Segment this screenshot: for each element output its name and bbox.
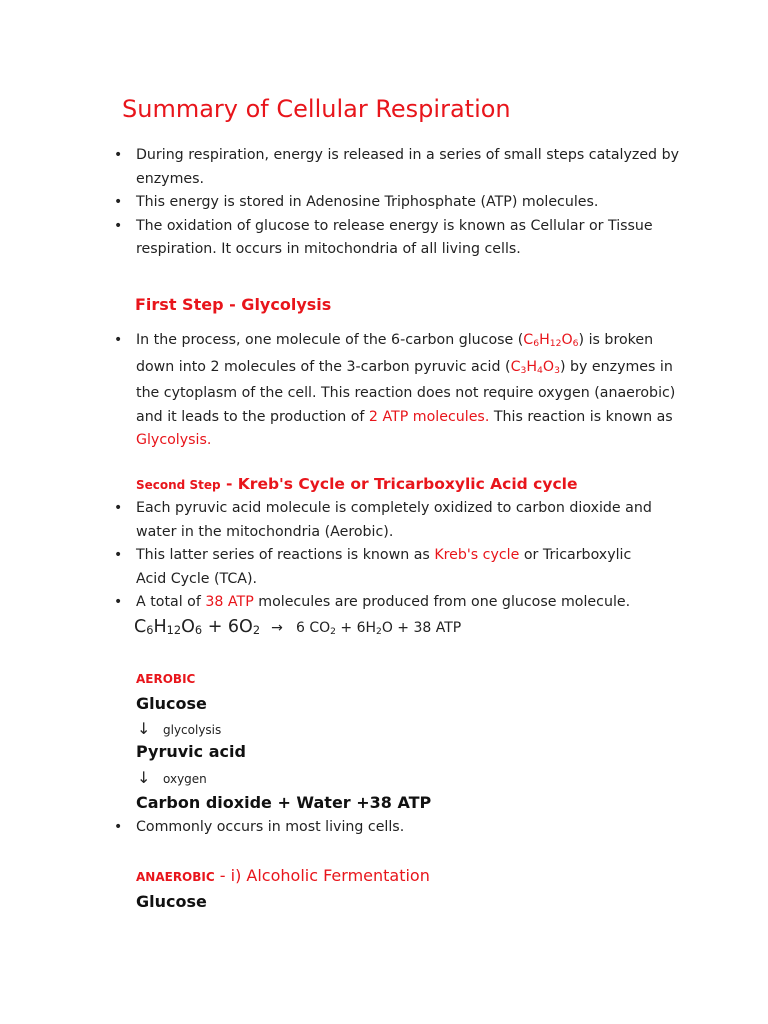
arrow-glycolysis: ↓ glycolysis [137, 719, 222, 738]
term-glucose: Glucose [136, 694, 207, 713]
list-item: • In the process, one molecule of the 6-carbon glucose $(C_6H_{12}O_6)$ is broken down into 2 molecules of the 3-carbon pyruvic acid $(C_3H_4O_3)$ by enzymes in the cytoplasm of the cell. This reaction does not require oxygen (anaerobic) and it leads to the production of 2 ATP molecules. This reaction is known as Glycolysis. [136, 329, 675, 453]
aerobic-bullet-list [136, 816, 404, 840]
section-heading-glycolysis: First Step - Glycolysis [135, 295, 332, 314]
list-item: • Each pyruvic acid molecule is completely oxidized to carbon dioxide and water in the mitochondria (Aerobic). [136, 497, 652, 544]
term-glucose-anaerobic: Glucose [136, 892, 207, 911]
arrow-oxygen: ↓ oxygen [137, 768, 207, 787]
list-item: • During respiration, energy is released in a series of small steps catalyzed by enzymes. [136, 144, 679, 191]
glycolysis-bullet-list [136, 329, 675, 453]
anaerobic-heading: ANAEROBIC - i) Alcoholic Fermentation [136, 866, 430, 885]
intro-bullet-list [136, 144, 679, 262]
term-products: Carbon dioxide + Water +38 ATP [136, 793, 432, 812]
arrow-down-icon: ↓ [137, 768, 151, 787]
aerobic-label: AEROBIC [136, 672, 196, 686]
list-item: • The oxidation of glucose to release energy is known as Cellular or Tissue respiration. It occurs in mitochondria of all living cells. [136, 215, 679, 262]
term-pyruvic-acid: Pyruvic acid [136, 742, 246, 761]
page-title: Summary of Cellular Respiration [122, 95, 511, 123]
list-item: • This latter series of reactions is known as Kreb's cycle or Tricarboxylic Acid Cycle (TCA). [136, 544, 652, 591]
list-item: • A total of 38 ATP molecules are produced from one glucose molecule. [136, 591, 652, 615]
krebs-bullet-list [136, 497, 652, 615]
arrow-down-icon: ↓ [137, 719, 151, 738]
overall-equation: $C_6H_{12}O_6 + 6O_2 \to 6$ $CO_2 + 6H_2O + 38$ ATP [134, 617, 462, 637]
list-item: • Commonly occurs in most living cells. [136, 816, 404, 840]
list-item: • This energy is stored in Adenosine Triphosphate (ATP) molecules. [136, 191, 679, 215]
glucose-formula: $C_6H_{12}O_6$ [523, 332, 579, 349]
pyruvic-formula: $C_3H_4O_3$ [510, 358, 560, 376]
section-heading-krebs: Second Step - Kreb's Cycle or Tricarboxylic Acid cycle [136, 475, 578, 493]
